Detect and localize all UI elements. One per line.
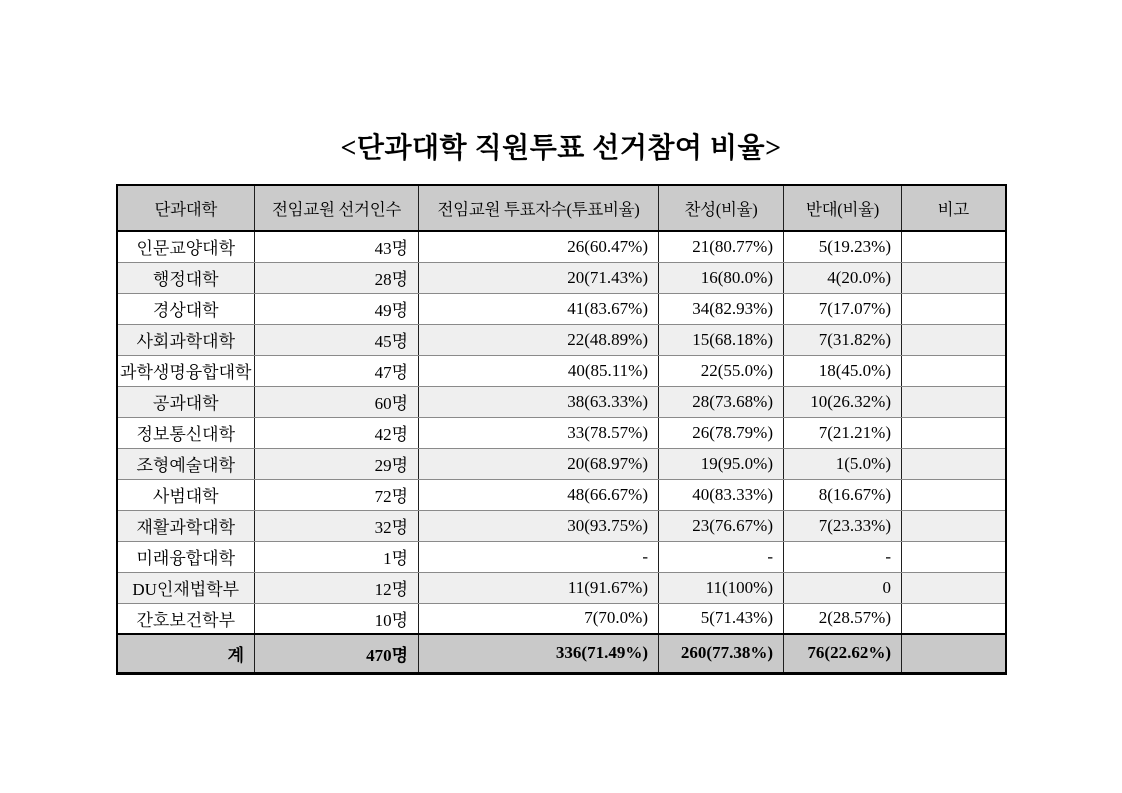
- table-row: [117, 293, 1006, 324]
- oppose-cell: 7(23.33%): [784, 510, 902, 541]
- college-cell: 인문교양대학: [117, 231, 255, 262]
- voters-cell: 40(85.11%): [419, 355, 659, 386]
- oppose-cell: 7(17.07%): [784, 293, 902, 324]
- oppose-cell: 7(21.21%): [784, 417, 902, 448]
- total-row: [117, 634, 1006, 673]
- approve-cell: 26(78.79%): [659, 417, 784, 448]
- table-row: [117, 603, 1006, 634]
- electors-cell: 10명: [255, 603, 419, 634]
- college-cell: 사범대학: [117, 479, 255, 510]
- electors-cell: 49명: [255, 293, 419, 324]
- table-row: [117, 572, 1006, 603]
- table-row: [117, 510, 1006, 541]
- total-oppose-cell: 76(22.62%): [784, 634, 902, 673]
- voters-cell: 7(70.0%): [419, 603, 659, 634]
- voters-cell: 30(93.75%): [419, 510, 659, 541]
- table-row: [117, 479, 1006, 510]
- table-footer: [117, 634, 1006, 673]
- column-header-voters: 전임교원 투표자수(투표비율): [419, 185, 659, 231]
- electors-cell: 1명: [255, 541, 419, 572]
- electors-cell: 43명: [255, 231, 419, 262]
- column-header-note: 비고: [902, 185, 1006, 231]
- electors-cell: 28명: [255, 262, 419, 293]
- note-cell: [902, 293, 1006, 324]
- electors-cell: 60명: [255, 386, 419, 417]
- voters-cell: 48(66.67%): [419, 479, 659, 510]
- voters-cell: 22(48.89%): [419, 324, 659, 355]
- total-voters-cell: 336(71.49%): [419, 634, 659, 673]
- oppose-cell: 5(19.23%): [784, 231, 902, 262]
- note-cell: [902, 231, 1006, 262]
- oppose-cell: 4(20.0%): [784, 262, 902, 293]
- table-row: [117, 541, 1006, 572]
- voters-cell: 33(78.57%): [419, 417, 659, 448]
- electors-cell: 47명: [255, 355, 419, 386]
- column-header-oppose: 반대(비율): [784, 185, 902, 231]
- approve-cell: 15(68.18%): [659, 324, 784, 355]
- approve-cell: 11(100%): [659, 572, 784, 603]
- oppose-cell: 18(45.0%): [784, 355, 902, 386]
- approve-cell: 22(55.0%): [659, 355, 784, 386]
- electors-cell: 32명: [255, 510, 419, 541]
- oppose-cell: 7(31.82%): [784, 324, 902, 355]
- voters-cell: 20(68.97%): [419, 448, 659, 479]
- electors-cell: 45명: [255, 324, 419, 355]
- table-row: [117, 324, 1006, 355]
- total-approve-cell: 260(77.38%): [659, 634, 784, 673]
- voters-cell: 11(91.67%): [419, 572, 659, 603]
- participation-table: [116, 184, 1007, 675]
- voters-cell: 41(83.67%): [419, 293, 659, 324]
- college-cell: 재활과학대학: [117, 510, 255, 541]
- oppose-cell: 2(28.57%): [784, 603, 902, 634]
- page-title: <단과대학 직원투표 선거참여 비율>: [340, 133, 782, 164]
- voters-cell: 38(63.33%): [419, 386, 659, 417]
- approve-cell: 19(95.0%): [659, 448, 784, 479]
- oppose-cell: 8(16.67%): [784, 479, 902, 510]
- college-cell: 공과대학: [117, 386, 255, 417]
- approve-cell: 5(71.43%): [659, 603, 784, 634]
- approve-cell: 34(82.93%): [659, 293, 784, 324]
- approve-cell: 21(80.77%): [659, 231, 784, 262]
- total-note-cell: [902, 634, 1006, 673]
- column-header-approve: 찬성(비율): [659, 185, 784, 231]
- college-cell: 미래융합대학: [117, 541, 255, 572]
- note-cell: [902, 262, 1006, 293]
- table-header: [117, 185, 1006, 231]
- college-cell: 사회과학대학: [117, 324, 255, 355]
- college-cell: 조형예술대학: [117, 448, 255, 479]
- note-cell: [902, 448, 1006, 479]
- table-row: [117, 355, 1006, 386]
- table-body: [117, 231, 1006, 634]
- note-cell: [902, 479, 1006, 510]
- note-cell: [902, 324, 1006, 355]
- column-header-electors: 전임교원 선거인수: [255, 185, 419, 231]
- voters-cell: 20(71.43%): [419, 262, 659, 293]
- college-cell: 정보통신대학: [117, 417, 255, 448]
- approve-cell: 40(83.33%): [659, 479, 784, 510]
- college-cell: 과학생명융합대학: [117, 355, 255, 386]
- table-row: [117, 448, 1006, 479]
- note-cell: [902, 386, 1006, 417]
- note-cell: [902, 541, 1006, 572]
- approve-cell: 16(80.0%): [659, 262, 784, 293]
- electors-cell: 29명: [255, 448, 419, 479]
- oppose-cell: 0: [784, 572, 902, 603]
- voters-cell: -: [419, 541, 659, 572]
- approve-cell: 23(76.67%): [659, 510, 784, 541]
- table-row: [117, 262, 1006, 293]
- total-electors-cell: 470명: [255, 634, 419, 673]
- header-row: [117, 185, 1006, 231]
- electors-cell: 42명: [255, 417, 419, 448]
- approve-cell: -: [659, 541, 784, 572]
- note-cell: [902, 355, 1006, 386]
- college-cell: DU인재법학부: [117, 572, 255, 603]
- note-cell: [902, 603, 1006, 634]
- college-cell: 행정대학: [117, 262, 255, 293]
- note-cell: [902, 572, 1006, 603]
- column-header-college: 단과대학: [117, 185, 255, 231]
- total-label: 계: [117, 634, 255, 673]
- electors-cell: 72명: [255, 479, 419, 510]
- college-cell: 경상대학: [117, 293, 255, 324]
- approve-cell: 28(73.68%): [659, 386, 784, 417]
- electors-cell: 12명: [255, 572, 419, 603]
- college-cell: 간호보건학부: [136, 610, 236, 630]
- oppose-cell: 10(26.32%): [784, 386, 902, 417]
- table-row: [117, 386, 1006, 417]
- table-row: [117, 417, 1006, 448]
- note-cell: [902, 510, 1006, 541]
- note-cell: [902, 417, 1006, 448]
- oppose-cell: -: [784, 541, 902, 572]
- voters-cell: 26(60.47%): [419, 231, 659, 262]
- table-row: [117, 231, 1006, 262]
- oppose-cell: 1(5.0%): [784, 448, 902, 479]
